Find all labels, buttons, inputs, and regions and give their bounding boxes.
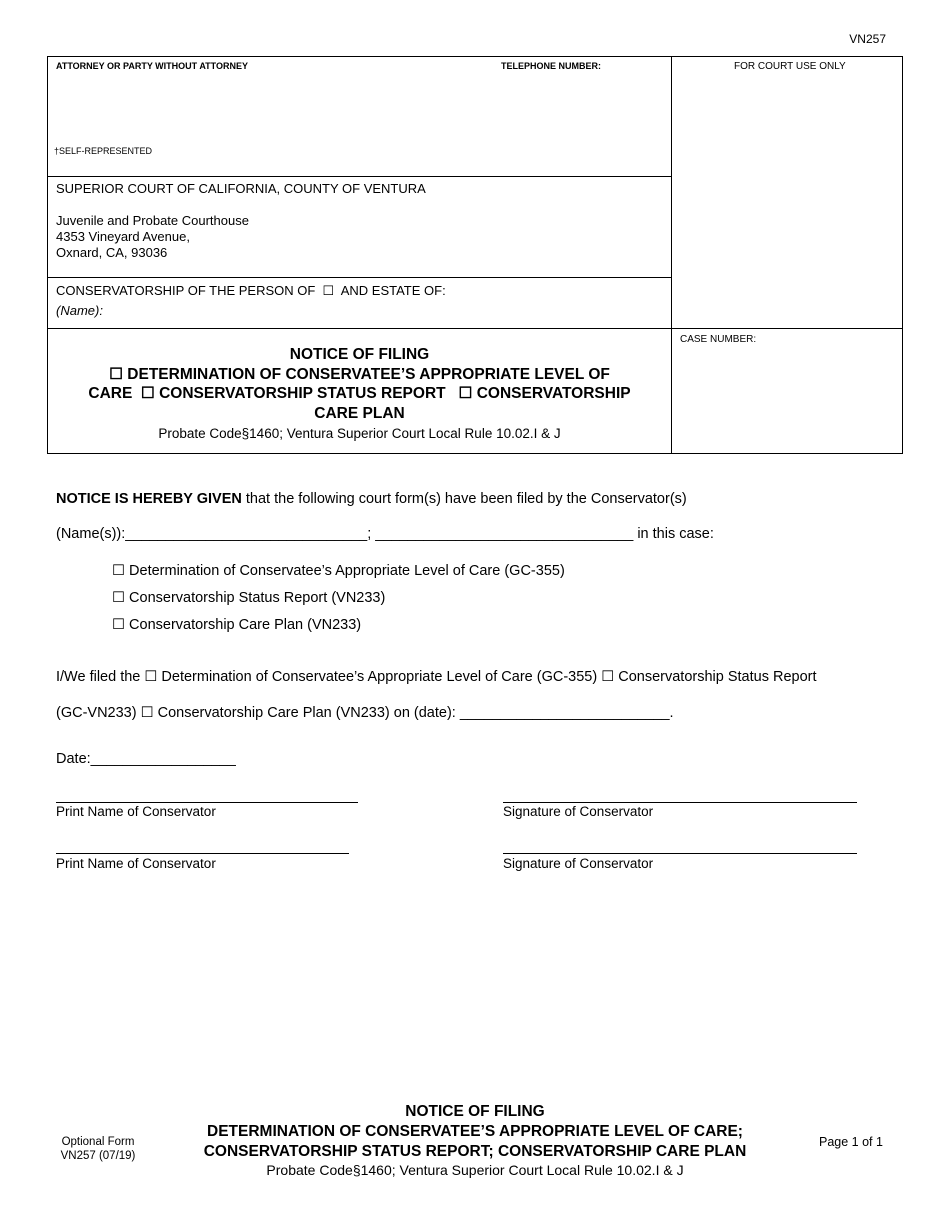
footer-subtitle: Probate Code§1460; Ventura Superior Court Local Rule 10.02.I & J (266, 1162, 684, 1178)
page-number: Page 1 of 1 (819, 1135, 883, 1149)
caption-divider (671, 57, 672, 453)
footer-form-info (56, 1135, 140, 1163)
telephone-label: TELEPHONE NUMBER: (501, 61, 602, 71)
title-line: NOTICE OF FILING (289, 346, 430, 363)
conservatee-name-label: (Name): (56, 303, 103, 318)
signature-line (503, 853, 857, 854)
court-use-label: FOR COURT USE ONLY (734, 61, 846, 72)
notice-title (48, 345, 671, 442)
caption-box (47, 56, 903, 454)
title-line: CARE PLAN (314, 404, 405, 422)
form-option-gc355[interactable]: ☐ Determination of Conservatee’s Appropriate Level of Care (GC-355) (112, 563, 565, 579)
courthouse-street: 4353 Vineyard Avenue, (56, 229, 190, 244)
court-name: SUPERIOR COURT OF CALIFORNIA, COUNTY OF VENTURA (56, 181, 426, 196)
divider (48, 328, 902, 329)
print-name-line (56, 853, 349, 854)
footer-title-line: CONSERVATORSHIP STATUS REPORT; CONSERVATORSHIP CARE PLAN (203, 1143, 747, 1160)
form-revision: VN257 (07/19) (60, 1150, 136, 1162)
conservatorship-line: CONSERVATORSHIP OF THE PERSON OF ☐ AND ESTATE OF: (56, 283, 446, 298)
print-name-label: Print Name of Conservator (56, 804, 216, 819)
footer-title-line: DETERMINATION OF CONSERVATEE’S APPROPRIATE LEVEL OF CARE; (207, 1123, 743, 1140)
courthouse-name: Juvenile and Probate Courthouse (56, 213, 249, 228)
print-name-label: Print Name of Conservator (56, 856, 216, 871)
divider (48, 277, 671, 278)
notice-statement (56, 491, 687, 507)
attorney-label: ATTORNEY OR PARTY WITHOUT ATTORNEY (56, 61, 249, 71)
signature-line (503, 802, 857, 803)
courthouse-city: Oxnard, CA, 93036 (56, 245, 168, 260)
notice-bold: NOTICE IS HEREBY GIVEN (56, 491, 242, 507)
footer-title (0, 1102, 950, 1179)
title-subtitle: Probate Code§1460; Ventura Superior Court Local Rule 10.02.I & J (158, 426, 561, 441)
title-line: ☐ DETERMINATION OF CONSERVATEE’S APPROPRIATE LEVEL OF (109, 365, 610, 383)
self-represented-label: †SELF-REPRESENTED (54, 146, 153, 156)
filed-line-1: I/We filed the ☐ Determination of Conservatee’s Appropriate Level of Care (GC-355) ☐ Conservatorship Status Report (56, 669, 817, 685)
title-line: CARE ☐ CONSERVATORSHIP STATUS REPORT ☐ CONSERVATORSHIP (88, 385, 631, 402)
names-line: (Name(s)):______________________________; ________________________________ in this case: (56, 526, 714, 542)
optional-form-label: Optional Form (61, 1136, 135, 1148)
case-number-label: CASE NUMBER: (680, 334, 757, 345)
signature-label: Signature of Conservator (503, 804, 654, 819)
form-option-status-report[interactable]: ☐ Conservatorship Status Report (VN233) (112, 590, 386, 606)
filed-line-2: (GC-VN233) ☐ Conservatorship Care Plan (VN233) on (date): __________________________. (56, 705, 674, 721)
divider (48, 176, 671, 177)
footer-title-line: NOTICE OF FILING (405, 1103, 545, 1120)
signature-label: Signature of Conservator (503, 856, 654, 871)
date-line: Date:__________________ (56, 751, 236, 767)
form-number: VN257 (849, 32, 886, 46)
form-option-care-plan[interactable]: ☐ Conservatorship Care Plan (VN233) (112, 617, 362, 633)
print-name-line (56, 802, 358, 803)
notice-rest: that the following court form(s) have been filed by the Conservator(s) (241, 491, 687, 507)
